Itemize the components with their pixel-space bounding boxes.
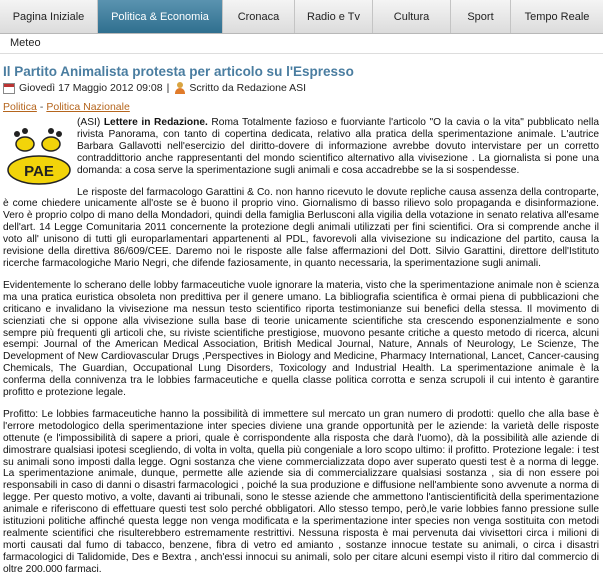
breadcrumb [3, 101, 130, 113]
article-paragraph-3: Evidentemente lo scherano delle lobby farmaceutiche vuole ignorare la materia, visto che la sperimentazione animale non è scienza ma una pratica euristica obsoleta non predittiva per il genere umano. La bibliografia scientifica è ormai piena di pubblicazioni che criticano e invalidano la vivisezione ma nessun testo scientifico riporta testimonianze sui benefici della stessa. Il movimento di scienziati che si oppone alla vivisezione sulla base di teorie unicamente scientifiche sta crescendo esponenzialmente e sono sempre più frequenti gli articoli che, su riviste scientifiche prestigiose, muovono pesante critiche a questo metodo di ricerca, alcuni esempi: Journal of the American Medical Association, British Medical Journal, Nature, Annals of Neurology, Le Scienze, The Development of New Cardiovascular Drugs ,Perspectives in Biology and Medicine, Pharmacy International, Lancet, Cancer-causing Chemicals, The Guardian, Occupational Lung Disorders, Toxicology and Industrial Health. La sperimentazione animale è la conferma della connivenza tra le lobbies farmaceutiche e quella classe politica corrotta e senza scrupoli il cui intento è garantire profitto e protezione legale. [3, 279, 599, 399]
author-icon [175, 82, 185, 94]
tab-pagina-iniziale[interactable]: Pagina Iniziale [0, 0, 98, 33]
logo-text: PAE [24, 163, 54, 180]
article-author: Scritto da Redazione ASI [189, 82, 307, 94]
article-date: Giovedì 17 Maggio 2012 09:08 [19, 82, 163, 94]
article-paragraph-2: Le risposte del farmacologo Garattini & Co. non hanno ricevuto le dovute repliche causa assenza della controparte, è come chiedere unicamente all'oste se è buono il proprio vino. Giornalismo di basso rilievo solo propaganda e disinformazione. Vero è proprio colpo di mano della Mondadori, quindi della famiglia Berlusconi alla vigilia della votazione in senato relativa all'esame dell'art. 14 Legge Comunitaria 2011 concernente la protezione degli animali utilizzati per fini scientifici. Ora si comprende anche il voto all' unisono di tutti gli europarlamentari appartenenti al PDL, favorevoli alla vivisezione su indicazione del partito, causa la revisione della direttiva 86/609/CEE. Daremo noi le risposte alle false affermazioni del Dott. Silvio Garattini, direttore dell'Istituto ricerche farmacologiche Mario Negri, che difende faziosamente, in quanto necessaria, la sperimentazione sugli animali. [3, 186, 599, 269]
tab-tempo-reale[interactable]: Tempo Reale [524, 10, 590, 23]
tab-politica-economia[interactable]: Politica & Economia [98, 0, 223, 33]
article-paragraph-1 [3, 117, 599, 177]
tab-sport[interactable]: Sport [451, 0, 511, 33]
lead-text: Lettere in Redazione. [103, 117, 208, 128]
meta-separator: | [166, 82, 170, 94]
article-body [3, 117, 599, 586]
breadcrumb-separator: - [39, 101, 44, 113]
article-meta [3, 82, 306, 94]
calendar-icon [3, 83, 15, 94]
breadcrumb-politica[interactable]: Politica [3, 101, 37, 113]
tab-radio-tv[interactable]: Radio e Tv [295, 0, 373, 33]
article-paragraph-4: Profitto: Le lobbies farmaceutiche hanno la possibilità di immettere sul mercato un gran numero di prodotti: quello che alla base è l'errore metodologico della sperimentazione inter species diviene una grande opportunità per le aziende: la varietà delle risposte ottenute (e l'impossibilità di sapere a priori, quale è corrispondente alla risposta che darà l'uomo), dà la possibilità alle aziende di dimostrare qualsiasi ipotesi scegliendo, di volta in volta, quella più congeniale a loro scopo ultimo: il profitto. Protezione legale: i test su animali sono imposti dalla legge. Ogni sostanza che viene commercializzata dopo aver superato questi test è a norma di legge. La sperimentazione animale, dunque, permette alle aziende sia di commercializzare qualsiasi sostanza , sia di non essere poi responsabili in caso di danni o disastri farmacologici , poiché la sua produzione e diffusione nell'ambiente sono avvenute a norma di legge. Per questo motivo, a volte, davanti ai tribunali, sono le stesse aziende che ammettono l'antiscientificità della sperimentazione animale e riferiscono di effettuare questi test solo perché obbligatori. Allo stesso tempo, però,le varie lobbies fanno pressione sulle istituzioni politiche affinché questa legge non venga modificata e la sperimentazione inter species non venga sostituita con metodi realmente scientifici che risulterebbero estremamente restrittivi. Nessuna risposta è mai pervenuta dai vivisettori circa i milioni di morti causati dal fumo di tabacco, benzene, fibra di vetro ed amianto , sostanze innocue testate su animali, o circa i disastri farmacologici di Talidomide, Des e Bextra , anch'essi innocui su animali, solo per citare alcuni esempi visto il ritiro dal commercio di oltre 200.000 farmaci. [3, 408, 599, 575]
sub-nav [0, 34, 603, 54]
article-title[interactable]: Il Partito Animalista protesta per articolo su l'Espresso [3, 64, 354, 79]
subnav-item-meteo[interactable]: Meteo [10, 37, 41, 49]
source-tag: (ASI) [77, 117, 101, 128]
paragraph-1-body: Roma Totalmente fazioso e fuorviante l'articolo "O la cavia o la vita" pubblicato nella rivista Panorama, con tanto di copertina dedicata, relativo alla pratica della sperimentazione animale. L'autrice Barbara Gallavotti nell'esercizio del diritto-dovere di informazione avrebbe dovuto intervistare per un corretto contraddittorio anche rappresentanti del mondo scientifico alternativo alla vivisezione . La giornalista si pone una domanda: a cosa serve la sperimentazione sugli animali e cosa accadrebbe se la si sospendesse. [77, 117, 600, 176]
main-nav [0, 0, 603, 34]
breadcrumb-politica-nazionale[interactable]: Politica Nazionale [46, 101, 130, 113]
tab-cronaca[interactable]: Cronaca [223, 0, 295, 33]
tab-cultura[interactable]: Cultura [373, 0, 451, 33]
